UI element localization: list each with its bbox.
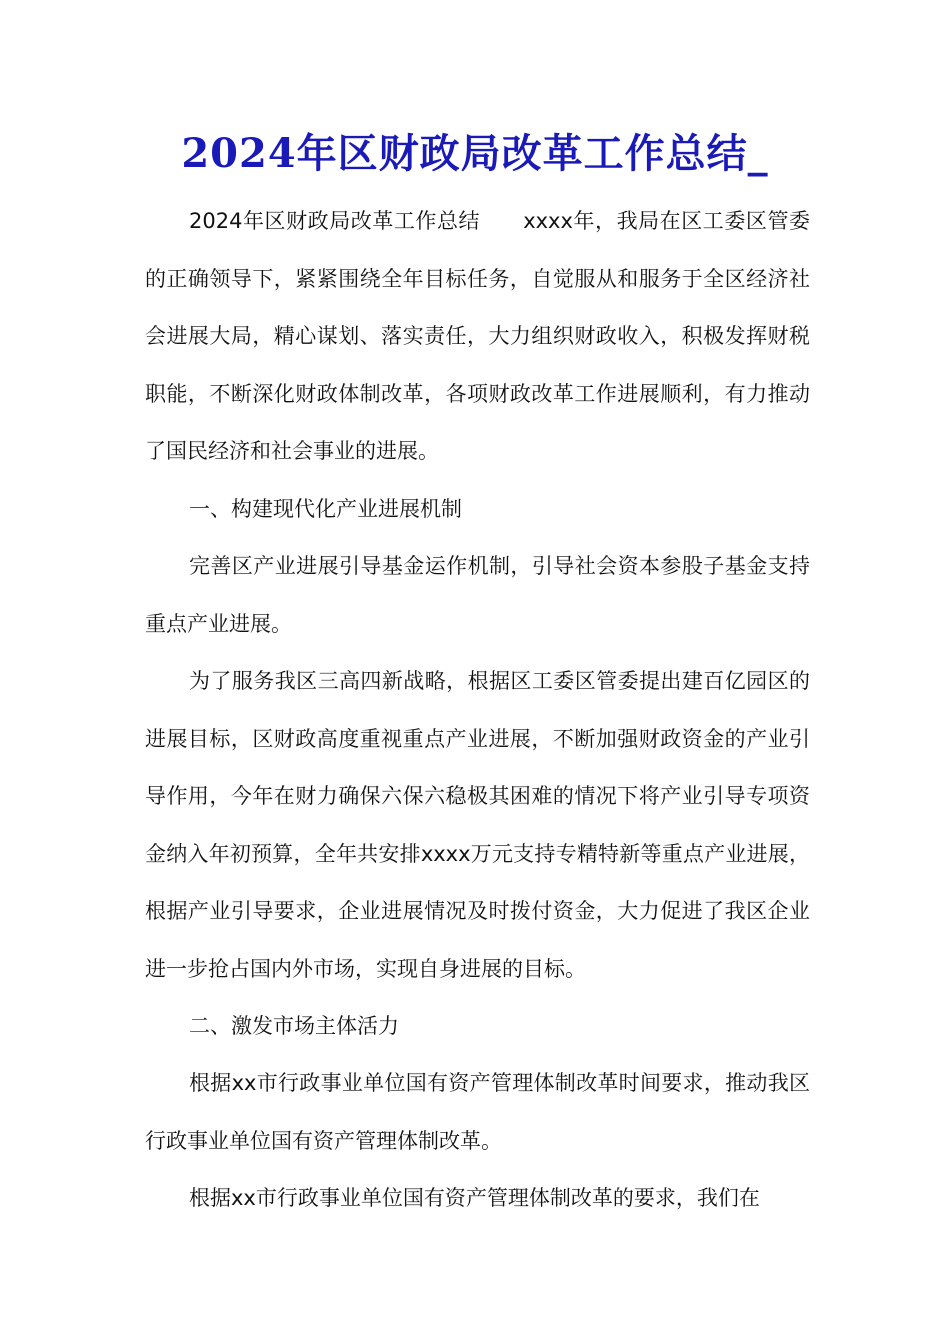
heading-section-1: 一、构建现代化产业进展机制 [189,497,462,521]
paragraph-section-1b: 为了服务我区三高四新战略，根据区工委区管委提出建百亿园区的进展目标，区财政高度重视重点产业进展，不断加强财政资金的产业引导作用，今年在财力确保六保六稳极其困难的情况下将产业引导专项资金纳入年初预算，全年共安排xxxx万元支持专精特新等重点产业进展，根据产业引导要求，企业进展情况及时拨付资金，大力促进了我区企业进一步抢占国内外市场，实现自身进展的目标。 [145,669,810,981]
paragraph-section-2a: 根据xx市行政事业单位国有资产管理体制改革时间要求，推动我区行政事业单位国有资产管理体制改革。 [145,1071,810,1153]
heading-section-2: 二、激发市场主体活力 [189,1014,399,1038]
paragraph-section-2b: 根据xx市行政事业单位国有资产管理体制改革的要求，我们在 [189,1186,760,1210]
document-title: 2024年区财政局改革工作总结_ [181,130,769,177]
paragraph-section-1a: 完善区产业进展引导基金运作机制，引导社会资本参股子基金支持重点产业进展。 [145,554,810,636]
paragraph-intro: 2024年区财政局改革工作总结 xxxx年，我局在区工委区管委的正确领导下，紧紧围绕全年目标任务，自觉服从和服务于全区经济社会进展大局，精心谋划、落实责任，大力组织财政收入，积极发挥财税职能，不断深化财政体制改革，各项财政改革工作进展顺利，有力推动了国民经济和社会事业的进展。 [145,209,810,463]
